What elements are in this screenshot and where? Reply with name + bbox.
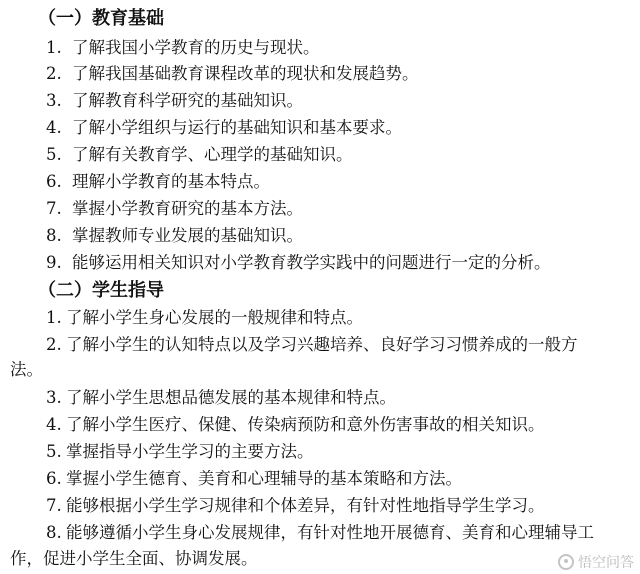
item-text: 了解我国小学教育的历史与现状。: [72, 38, 320, 57]
section-heading-student-guidance: （二）学生指导: [38, 280, 164, 301]
item-number: 8.: [46, 523, 62, 542]
list-item: [46, 332, 578, 358]
list-item: [46, 61, 419, 87]
item-text: 能够运用相关知识对小学教育教学实践中的问题进行一定的分析。: [72, 253, 551, 272]
list-item: [46, 305, 363, 331]
item-text: 了解小学生医疗、保健、传染病预防和意外伤害事故的相关知识。: [66, 415, 545, 434]
list-item: [46, 223, 303, 249]
item-number: 8.: [46, 226, 62, 245]
item-text: 掌握小学教育研究的基本方法。: [72, 199, 303, 218]
item-number: 4.: [46, 415, 62, 434]
list-item: [46, 35, 320, 61]
list-item: [46, 142, 353, 168]
item-number: 3.: [46, 91, 62, 110]
list-item: [46, 196, 303, 222]
item-text-continuation: 法。: [10, 360, 43, 379]
item-text-continuation: 作，促进小学生全面、协调发展。: [10, 549, 258, 568]
item-text: 能够根据小学生学习规律和个体差异，有针对性地指导学生学习。: [66, 496, 545, 515]
item-number: 5.: [46, 442, 62, 461]
watermark: [558, 552, 634, 572]
item-text: 了解小学生思想品德发展的基本规律和特点。: [66, 388, 396, 407]
item-number: 7.: [46, 199, 62, 218]
item-number: 7.: [46, 496, 62, 515]
item-number: 6.: [46, 172, 62, 191]
item-text: 了解我国基础教育课程改革的现状和发展趋势。: [72, 64, 419, 83]
list-item: [46, 439, 314, 465]
list-item: [46, 493, 545, 519]
item-number: 1.: [46, 308, 62, 327]
list-item: [46, 412, 545, 438]
list-item: [46, 520, 594, 546]
item-text: 了解教育科学研究的基础知识。: [72, 91, 303, 110]
item-number: 5.: [46, 145, 62, 164]
item-text: 了解小学生的认知特点以及学习兴趣培养、良好学习习惯养成的一般方: [66, 335, 578, 354]
item-text: 了解小学生身心发展的一般规律和特点。: [66, 308, 363, 327]
item-text: 了解小学组织与运行的基础知识和基本要求。: [72, 118, 402, 137]
item-number: 1.: [46, 38, 62, 57]
list-item: [46, 250, 551, 276]
item-number: 9.: [46, 253, 62, 272]
list-item: [46, 115, 402, 141]
item-text: 掌握教师专业发展的基础知识。: [72, 226, 303, 245]
item-number: 6.: [46, 469, 62, 488]
item-number: 3.: [46, 388, 62, 407]
item-number: 2.: [46, 64, 62, 83]
item-number: 4.: [46, 118, 62, 137]
wukong-logo-icon: [558, 554, 574, 570]
list-item: [46, 466, 462, 492]
item-text: 掌握小学生德育、美育和心理辅导的基本策略和方法。: [66, 469, 462, 488]
item-text: 了解有关教育学、心理学的基础知识。: [72, 145, 353, 164]
watermark-text: 悟空问答: [578, 555, 634, 571]
list-item: [46, 88, 303, 114]
item-text: 能够遵循小学生身心发展规律，有针对性地开展德育、美育和心理辅导工: [66, 523, 594, 542]
item-number: 2.: [46, 335, 62, 354]
list-item: [46, 169, 270, 195]
item-text: 理解小学教育的基本特点。: [72, 172, 270, 191]
item-text: 掌握指导小学生学习的主要方法。: [66, 442, 314, 461]
list-item: [46, 385, 396, 411]
section-heading-education-basics: （一）教育基础: [38, 8, 164, 29]
